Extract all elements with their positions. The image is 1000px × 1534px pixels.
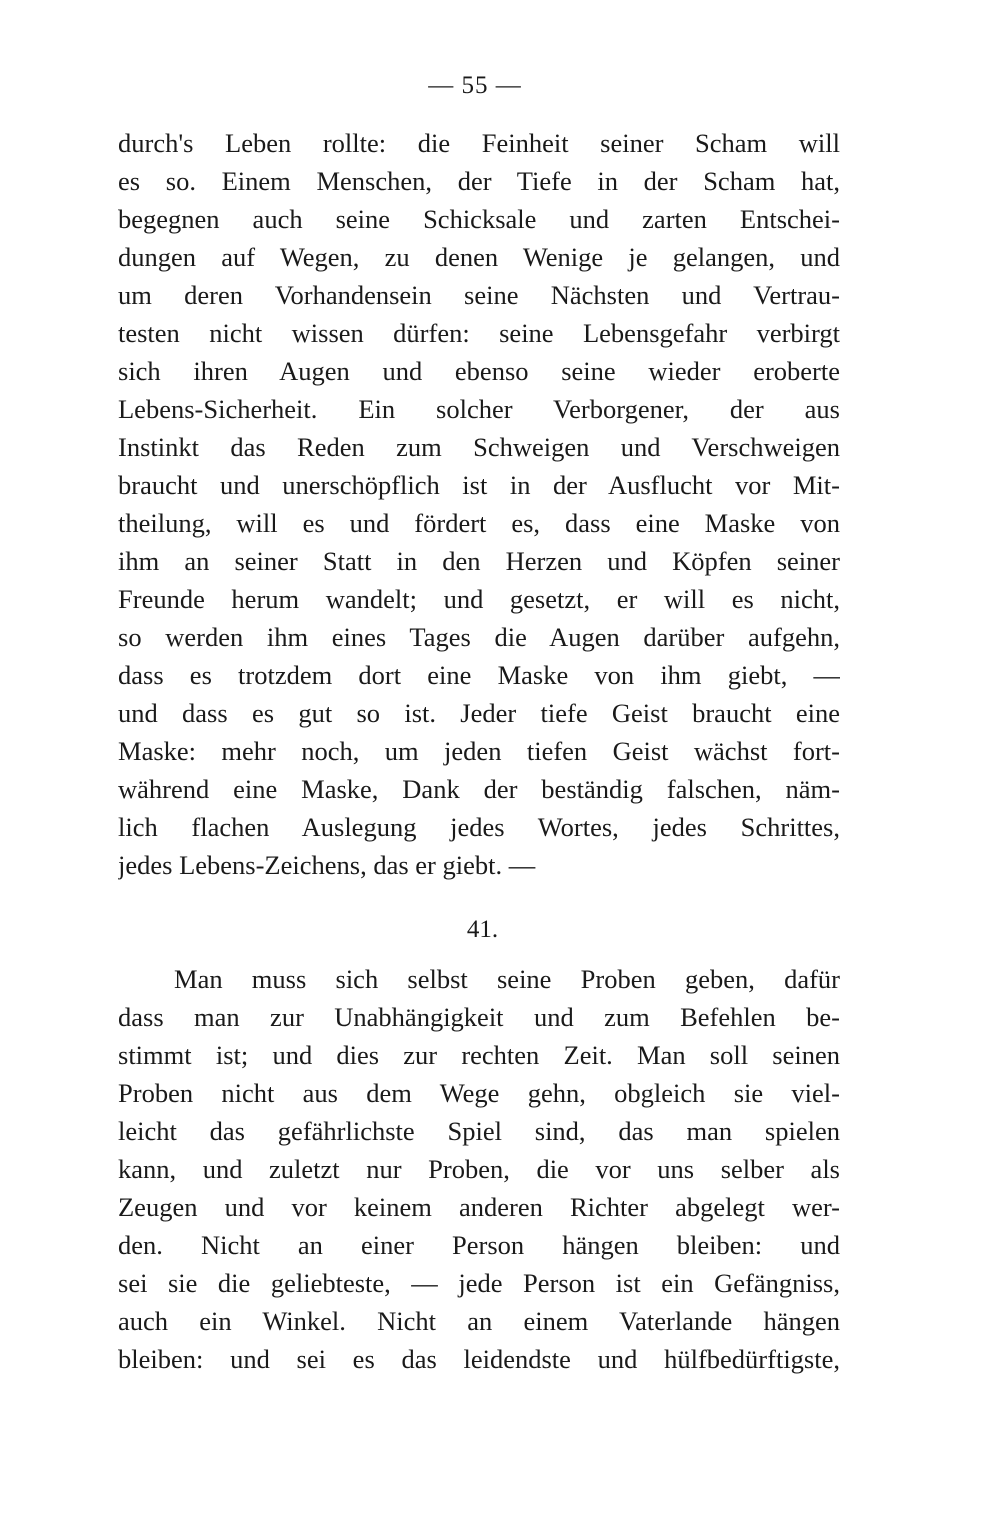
text-line: auch ein Winkel. Nicht an einem Vaterlande hängen bbox=[118, 1306, 840, 1336]
text-line: dungen auf Wegen, zu denen Wenige je gelangen, und bbox=[118, 242, 840, 272]
text-line: Man muss sich selbst seine Proben geben, dafür bbox=[174, 964, 840, 994]
text-line: Zeugen und vor keinem anderen Richter abgelegt wer- bbox=[118, 1192, 840, 1222]
paragraph-continuation bbox=[118, 124, 840, 884]
text-line: ihm an seiner Statt in den Herzen und Köpfen seiner bbox=[118, 546, 840, 576]
text-line: begegnen auch seine Schicksale und zarten Entschei- bbox=[118, 204, 840, 234]
paragraph-section-41 bbox=[118, 960, 840, 1378]
text-line: stimmt ist; und dies zur rechten Zeit. Man soll seinen bbox=[118, 1040, 840, 1070]
text-line: jedes Lebens-Zeichens, das er giebt. — bbox=[118, 850, 536, 880]
text-line: dass man zur Unabhängigkeit und zum Befehlen be- bbox=[118, 1002, 840, 1032]
text-line: durch's Leben rollte: die Feinheit seiner Scham will bbox=[118, 128, 840, 158]
text-line: Freunde herum wandelt; und gesetzt, er will es nicht, bbox=[118, 584, 840, 614]
text-line: Maske: mehr noch, um jeden tiefen Geist wächst fort- bbox=[118, 736, 840, 766]
text-line: theilung, will es und fördert es, dass eine Maske von bbox=[118, 508, 840, 538]
text-line: leicht das gefährlichste Spiel sind, das man spielen bbox=[118, 1116, 840, 1146]
text-line: Instinkt das Reden zum Schweigen und Verschweigen bbox=[118, 432, 840, 462]
text-line: Lebens-Sicherheit. Ein solcher Verborgener, der aus bbox=[118, 394, 840, 424]
text-line: es so. Einem Menschen, der Tiefe in der Scham hat, bbox=[118, 166, 840, 196]
text-line: Proben nicht aus dem Wege gehn, obgleich sie viel- bbox=[118, 1078, 840, 1108]
text-line: sei sie die geliebteste, — jede Person ist ein Gefängniss, bbox=[118, 1268, 840, 1298]
text-line: den. Nicht an einer Person hängen bleiben: und bbox=[118, 1230, 840, 1260]
text-line: kann, und zuletzt nur Proben, die vor uns selber als bbox=[118, 1154, 840, 1184]
text-line: so werden ihm eines Tages die Augen darüber aufgehn, bbox=[118, 622, 840, 652]
text-line: bleiben: und sei es das leidendste und hülfbedürftigste, bbox=[118, 1344, 840, 1374]
text-line: testen nicht wissen dürfen: seine Lebensgefahr verbirgt bbox=[118, 318, 840, 348]
text-line: sich ihren Augen und ebenso seine wieder eroberte bbox=[118, 356, 840, 386]
text-line: während eine Maske, Dank der beständig falschen, näm- bbox=[118, 774, 840, 804]
text-line: und dass es gut so ist. Jeder tiefe Geist braucht eine bbox=[118, 698, 840, 728]
section-number: 41. bbox=[466, 916, 499, 943]
text-line: dass es trotzdem dort eine Maske von ihm giebt, — bbox=[118, 660, 840, 690]
page-number: — 55 — bbox=[428, 72, 522, 99]
text-line: braucht und unerschöpflich ist in der Ausflucht vor Mit- bbox=[118, 470, 840, 500]
text-line: um deren Vorhandensein seine Nächsten und Vertrau- bbox=[118, 280, 840, 310]
text-line: lich flachen Auslegung jedes Wortes, jedes Schrittes, bbox=[118, 812, 840, 842]
